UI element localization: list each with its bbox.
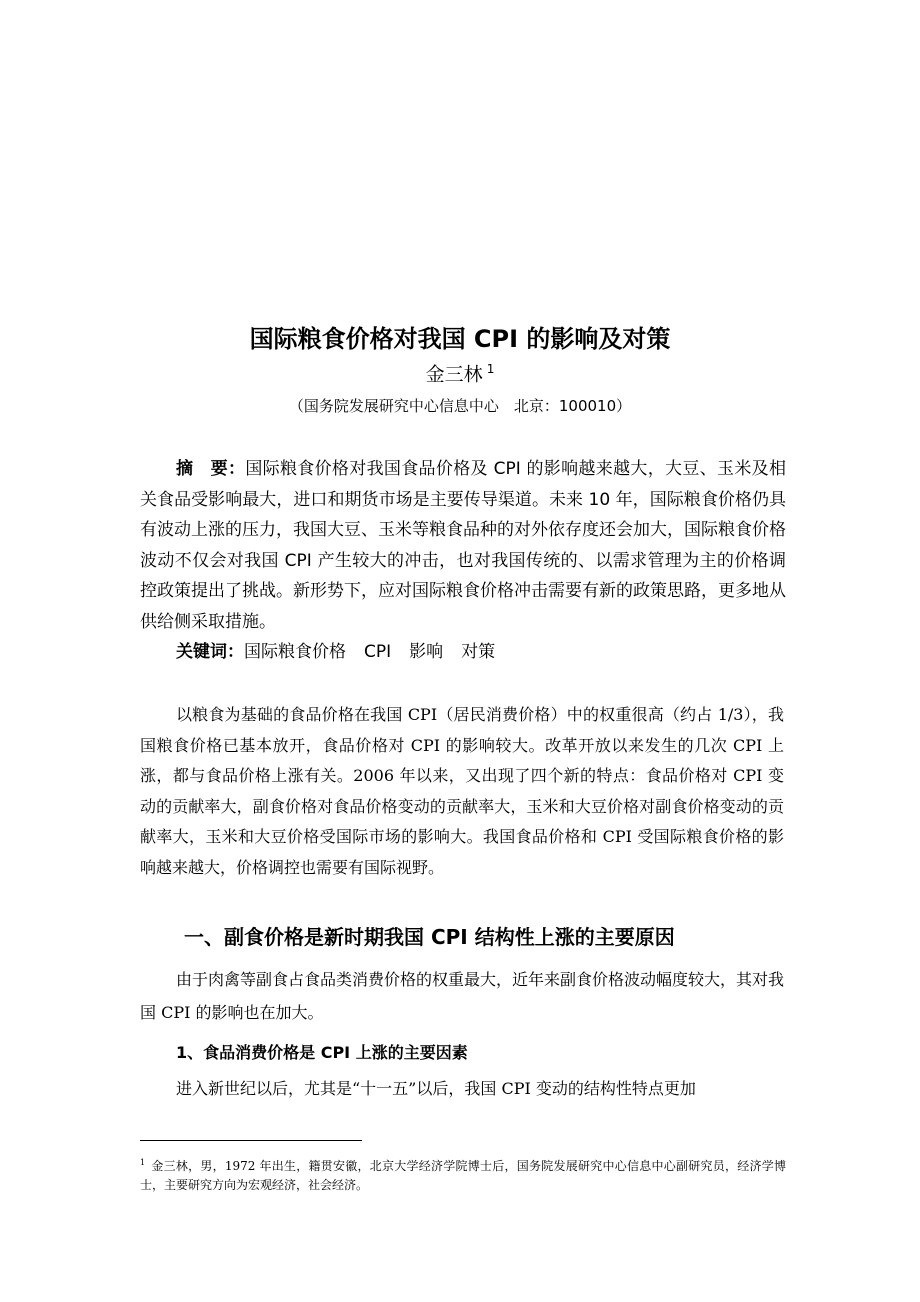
keyword-item: 影响	[409, 642, 444, 662]
section-heading: 一、副食价格是新时期我国 CPI 结构性上涨的主要原因	[184, 925, 675, 949]
author-footnote-mark[interactable]: 1	[486, 362, 495, 376]
author-line	[0, 355, 920, 388]
keyword-item: 对策	[461, 642, 496, 662]
subsection-paragraph: 进入新世纪以后，尤其是“十一五”以后，我国 CPI 变动的结构性特点更加	[176, 1079, 696, 1098]
footnote-mark: 1	[140, 1158, 146, 1167]
keyword-item: 国际粮食价格	[244, 642, 346, 662]
page-title: 国际粮食价格对我国 CPI 的影响及对策	[249, 325, 671, 354]
abstract-text: 国际粮食价格对我国食品价格及 CPI 的影响越来越大，大豆、玉米及相关食品受影响最大，进口和期货市场是主要传导渠道。未来 10 年，国际粮食价格仍具有波动上涨的压力，我国大豆、玉米等粮食品种的对外依存度还会加大，国际粮食价格波动不仅会对我国 CPI 产生较大的冲击，也对我国传统的、以需求管理为主的价格调控政策提出了挑战。新形势下，应对国际粮食价格冲击需要有新的政策思路，更多地从供给侧采取措施。	[140, 459, 787, 632]
footnote	[140, 1153, 786, 1195]
intro-paragraph: 以粮食为基础的食品价格在我国 CPI（居民消费价格）中的权重很高（约占 1/3），我国粮食价格已基本放开，食品价格对 CPI 的影响较大。改革开放以来发生的几次 CPI 上涨，都与食品价格上涨有关。2006 年以来，又出现了四个新的特点：食品价格对 CPI 变动的贡献率大，副食价格对食品价格变动的贡献率大，玉米和大豆价格对副食价格变动的贡献率大，玉米和大豆价格受国际市场的影响大。我国食品价格和 CPI 受国际粮食价格的影响越来越大，价格调控也需要有国际视野。	[140, 705, 784, 877]
section-paragraph: 由于肉禽等副食占食品类消费价格的权重最大，近年来副食价格波动幅度较大，其对我国 CPI 的影响也在加大。	[140, 970, 785, 1022]
footnote-divider	[140, 1140, 362, 1141]
keywords-label: 关键词：	[176, 642, 244, 662]
abstract-label: 摘 要：	[176, 459, 246, 479]
keyword-item: CPI	[364, 642, 392, 662]
author-affiliation: （国务院发展研究中心信息中心 北京：100010）	[288, 397, 632, 415]
subsection-heading: 1、食品消费价格是 CPI 上涨的主要因素	[176, 1043, 468, 1062]
keywords	[176, 637, 513, 667]
footnote-text: 金三林，男，1972 年出生，籍贯安徽，北京大学经济学院博士后，国务院发展研究中心信息中心副研究员，经济学博士，主要研究方向为宏观经济，社会经济。	[140, 1159, 786, 1192]
abstract	[140, 454, 786, 637]
author-name: 金三林	[425, 363, 483, 386]
